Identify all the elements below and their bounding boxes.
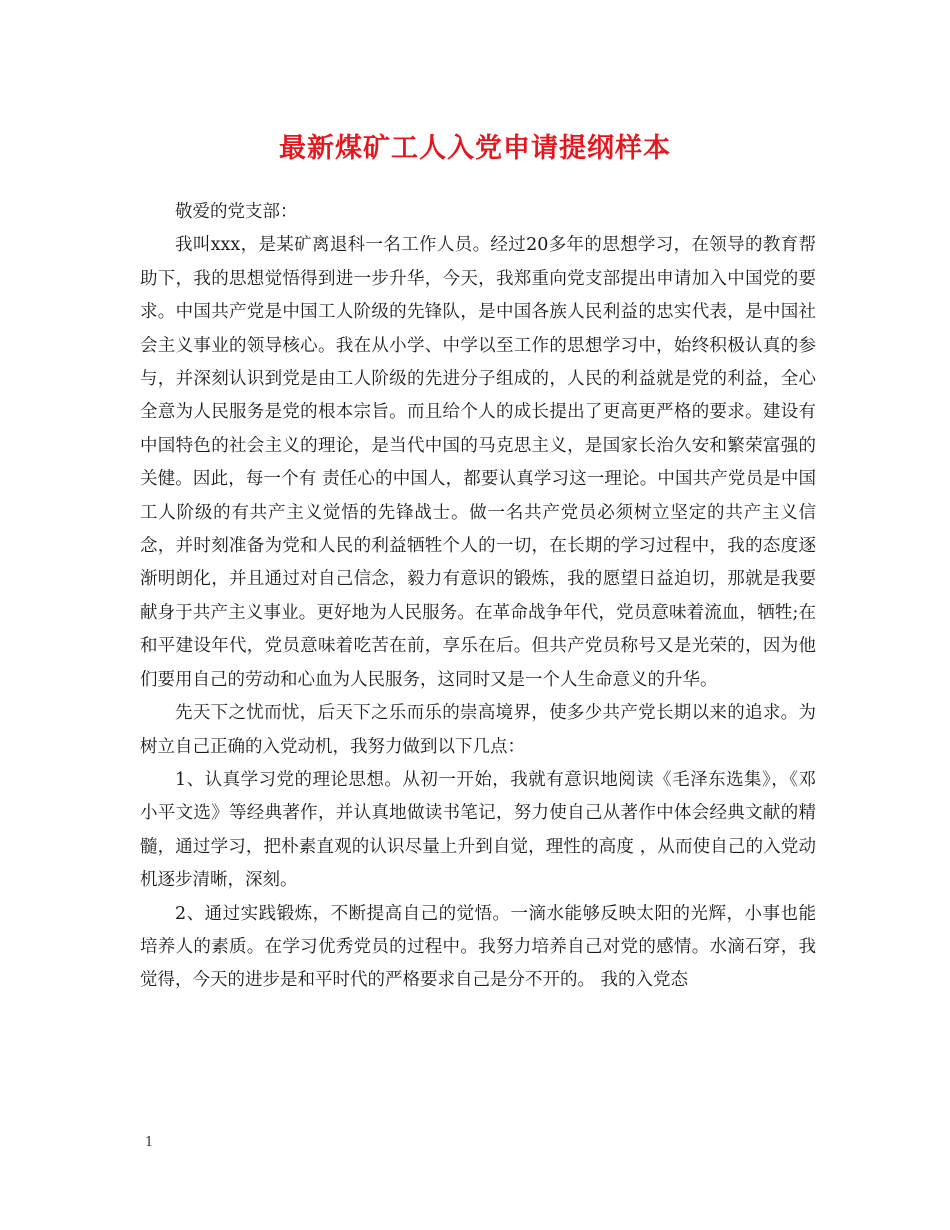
salutation: 敬爱的党支部： xyxy=(175,202,298,222)
body-paragraph-4: 2、通过实践锻炼，不断提高自己的觉悟。一滴水能够反映太阳的光辉，小事也能培养人的素质。在学习优秀党员的过程中。我努力培养自己对党的感情。水滴石穿，我觉得，今天的进步是和平时代的严格要求自己是分不开的。 我的入党态 xyxy=(140,903,816,991)
body-paragraph-2: 先天下之忧而忧，后天下之乐而乐的崇高境界，使多少共产党长期以来的追求。为树立自己正确的入党动机，我努力做到以下几点： xyxy=(140,703,816,757)
body-paragraph-3: 1、认真学习党的理论思想。从初一开始，我就有意识地阅读《毛泽东选集》，《邓小平文选》等经典著作，并认真地做读书笔记，努力使自己从著作中体会经典文献的精髓，通过学习，把朴素直观的认识尽量上升到自觉，理性的高度 ，从而使自己的入党动机逐步清晰，深刻。 xyxy=(140,769,816,891)
body-paragraph-1: 我叫xxx，是某矿离退科一名工作人员。经过20多年的思想学习，在领导的教育帮助下，我的思想觉悟得到进一步升华，今天，我郑重向党支部提出申请加入中国党的要求。中国共产党是中国工人阶级的先锋队，是中国各族人民利益的忠实代表，是中国社会主义事业的领导核心。我在从小学、中学以至工作的思想学习中，始终积极认真的参与，并深刻认识到党是由工人阶级的先进分子组成的，人民的利益就是党的利益，全心全意为人民服务是党的根本宗旨。而且给个人的成长提出了更高更严格的要求。建设有中国特色的社会主义的理论，是当代中国的马克思主义，是国家长治久安和繁荣富强的关健。因此，每一个有 责任心的中国人，都要认真学习这一理论。中国共产党员是中国工人阶级的有共产主义觉悟的先锋战士。做一名共产党员必须树立坚定的共产主义信念，并时刻准备为党和人民的利益牺牲个人的一切，在长期的学习过程中，我的态度逐渐明朗化，并且通过对自己信念，毅力有意识的锻炼，我的愿望日益迫切，那就是我要献身于共产主义事业。更好地为人民服务。在革命战争年代，党员意味着流血，牺牲;在和平建设年代，党员意味着吃苦在前，享乐在后。但共产党员称号又是光荣的，因为他们要用自己的劳动和心血为人民服务，这同时又是一个人生命意义的升华。 xyxy=(140,235,816,690)
page-number: 1 xyxy=(145,1135,154,1150)
document-body xyxy=(140,196,816,998)
document-title: 最新煤矿工人入党申请提纲样本 xyxy=(279,133,671,164)
